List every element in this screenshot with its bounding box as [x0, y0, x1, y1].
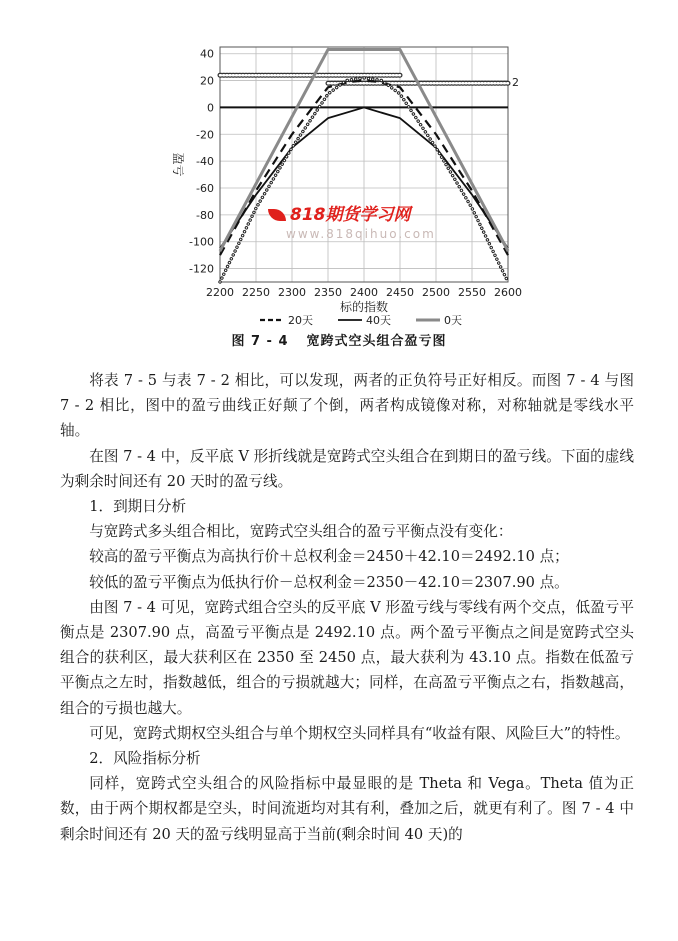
x-tick-label: 2600 — [494, 286, 522, 299]
legend-label: 40天 — [366, 314, 391, 327]
y-tick-label: 20 — [200, 74, 214, 88]
y-tick-label: -20 — [196, 128, 214, 142]
x-tick-label: 2450 — [386, 286, 414, 299]
figure-title: 宽跨式空头组合盈亏图 — [306, 334, 447, 349]
figure-number: 图 7 - 4 — [231, 334, 289, 349]
x-tick-label: 2350 — [314, 286, 342, 299]
section-heading: 2．风险指标分析 — [89, 750, 201, 768]
legend-label: 20天 — [288, 314, 313, 327]
y-tick-label: 0 — [207, 101, 214, 115]
formula-line: 较高的盈亏平衡点为高执行价＋总权利金＝2450＋42.10＝2492.10 点； — [89, 548, 569, 566]
figure-caption — [0, 330, 678, 349]
y-tick-label: 40 — [200, 47, 214, 61]
profit-loss-chart — [150, 32, 530, 342]
x-tick-label: 2200 — [206, 286, 234, 299]
x-tick-label: 2400 — [350, 286, 378, 299]
paragraph: 由图 7 - 4 可见，宽跨式组合空头的反平底 V 形盈亏线与零线有两个交点，低盈亏平衡点是 2307.90 点，高盈亏平衡点是 2492.10 点。两个盈亏平衡点之间是宽跨式空头组合的获利区，最大获利区在 2350 至 2450 点，最大获利为 43.10 点。指数在低盈亏平衡点之左时，指数越低，组合的亏损就越大；同样，在高盈亏平衡点之右，指数越高，组合的亏损也越大。 — [60, 598, 634, 717]
x-tick-label: 2500 — [422, 286, 450, 299]
body-text — [60, 368, 634, 847]
paragraph: 同样，宽跨式空头组合的风险指标中最显眼的是 Theta 和 Vega。Theta 值为正数，由于两个期权都是空头，时间流逝均对其有利，叠加之后，就更有利了。图 7 - 4 中剩余时间还有 20 天的盈亏线明显高于当前(剩余时间 40 天)的 — [60, 775, 634, 843]
x-tick-label: 2300 — [278, 286, 306, 299]
x-tick-label: 2250 — [242, 286, 270, 299]
y-tick-label: -100 — [189, 235, 214, 249]
watermark-url: www.818qihuo.com — [286, 227, 436, 241]
legend-label: 0天 — [444, 314, 462, 327]
y-tick-label: -80 — [196, 208, 214, 222]
paragraph: 在图 7 - 4 中，反平底 V 形折线就是宽跨式空头组合在到期日的盈亏线。下面的虚线为剩余时间还有 20 天时的盈亏线。 — [60, 447, 634, 490]
y-tick-label: -60 — [196, 182, 214, 195]
x-axis-label: 标的指数 — [339, 300, 389, 314]
y-axis-label: 盈亏 — [171, 152, 185, 177]
y-tick-label: -40 — [196, 155, 214, 169]
paragraph: 可见，宽跨式期权空头组合与单个期权空头同样具有“收益有限、风险巨大”的特性。 — [89, 724, 630, 742]
y-tick-label: -120 — [189, 262, 214, 276]
annotation-label: 2 — [512, 75, 519, 89]
figure-7-4 — [150, 32, 530, 342]
paragraph: 与宽跨式多头组合相比，宽跨式空头组合的盈亏平衡点没有变化： — [89, 523, 513, 541]
section-heading: 1．到期日分析 — [89, 498, 187, 516]
watermark-main-text: 818期货学习网 — [290, 205, 411, 225]
formula-line: 较低的盈亏平衡点为低执行价－总权利金＝2350－42.10＝2307.90 点。 — [89, 573, 569, 591]
paragraph: 将表 7 - 5 与表 7 - 2 相比，可以发现，两者的正负符号正好相反。而图 7 - 4 与图 7 - 2 相比，图中的盈亏曲线正好颠了个倒，两者构成镜像对称，对称轴就是零线水平轴。 — [60, 372, 634, 440]
x-tick-label: 2550 — [458, 286, 486, 299]
